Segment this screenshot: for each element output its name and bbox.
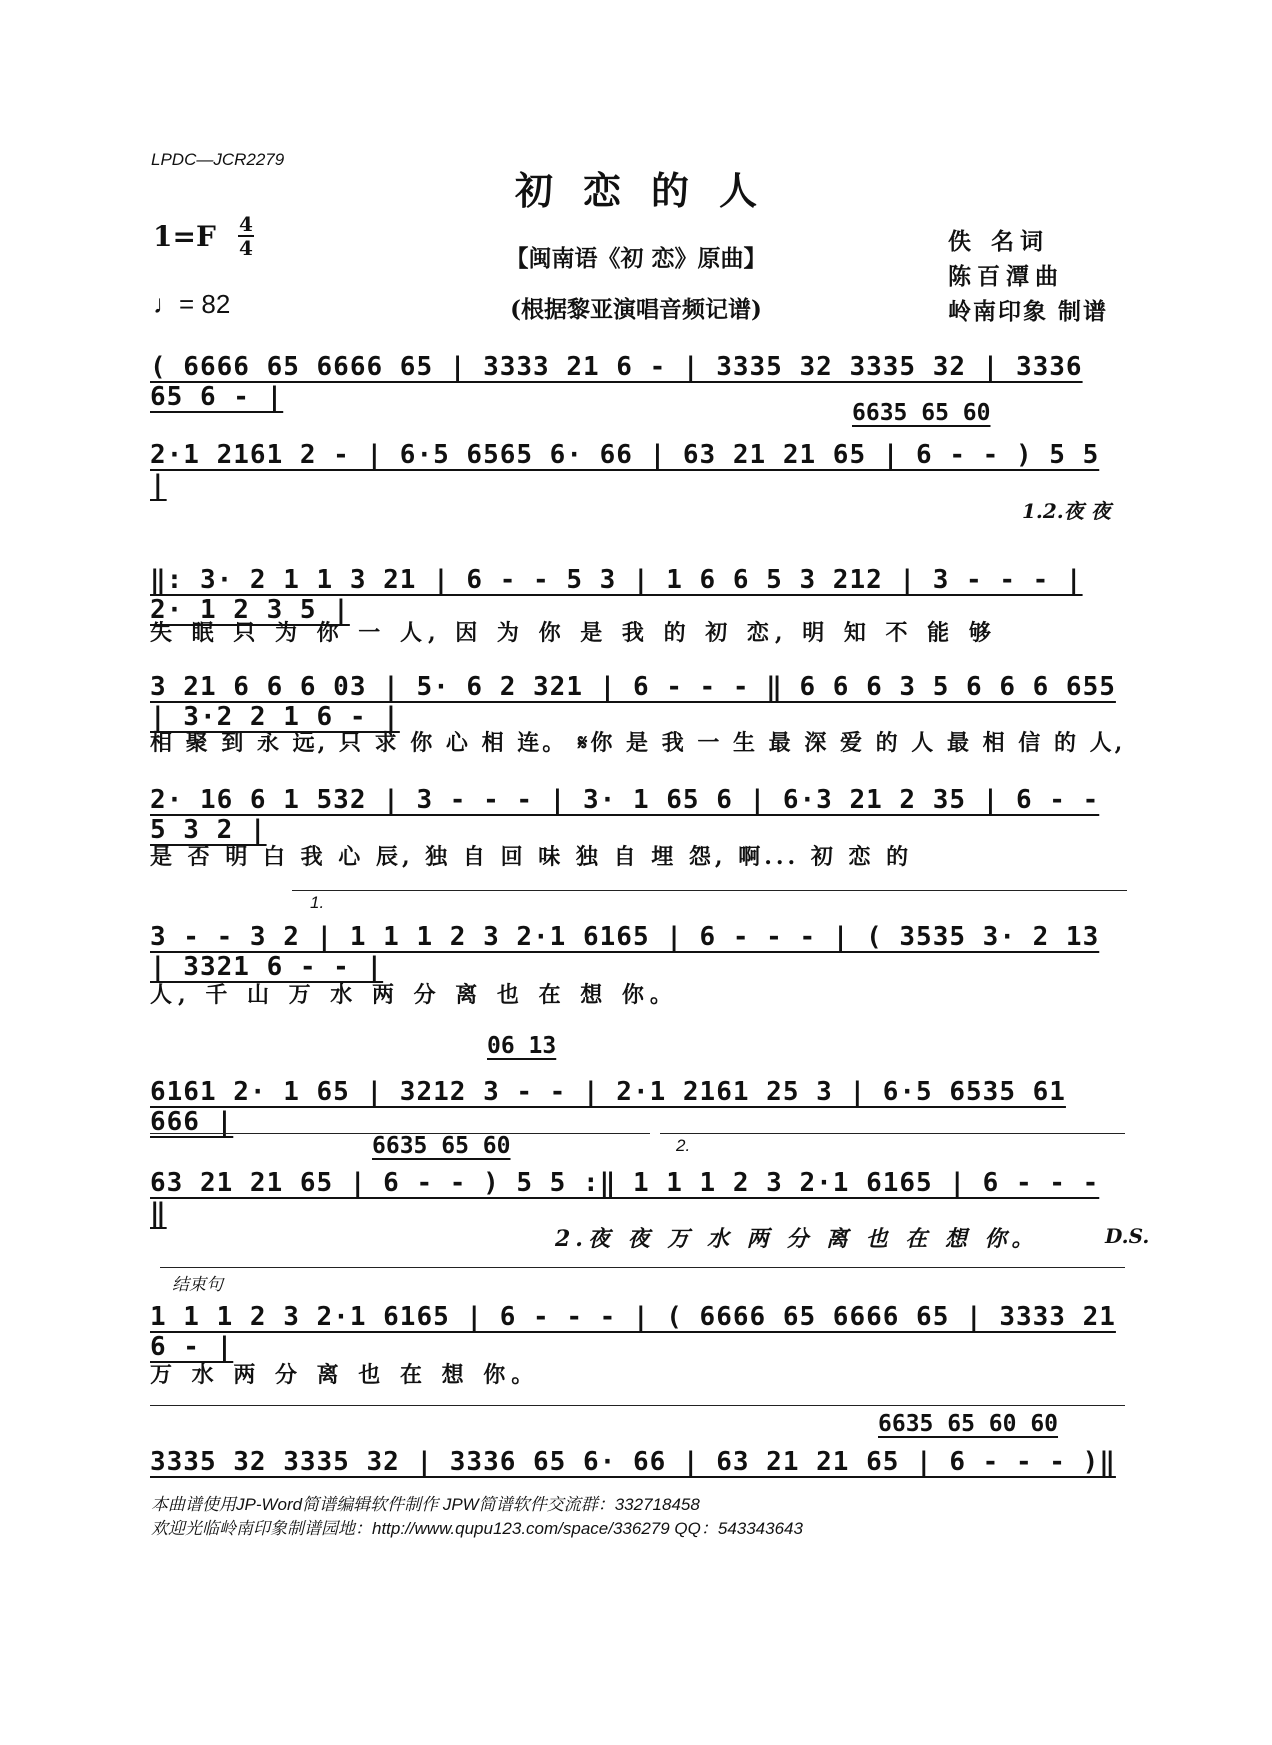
source-note: (根据黎亚演唱音频记谱) xyxy=(510,296,762,323)
score-row-9 xyxy=(150,1302,1130,1362)
meter-top: 4 xyxy=(239,212,253,236)
volta-bracket-2 xyxy=(660,1133,1125,1134)
score-row-8 xyxy=(150,1168,1130,1228)
ending-label: 结束句 xyxy=(172,1275,223,1294)
notation: 1 1 1 2 3 2·1 6165 | 6 - - - | ( 6666 65 6666 65 | 3333 21 6 - | xyxy=(150,1302,1116,1362)
lyric-line-5: 是 否 明 白 我 心 辰, 独 自 回 味 独 自 埋 怨, 啊... 初 恋 的 xyxy=(150,844,913,870)
meter-bottom: 4 xyxy=(239,236,253,260)
system-line xyxy=(150,1405,1125,1406)
upper-voice-notation: 6635 65 60 60 xyxy=(878,1411,1059,1437)
arranger-credit: 岭南印象 制谱 xyxy=(948,298,1109,325)
volta-bracket-1 xyxy=(292,890,1127,891)
lyric-line-3: 失 眠 只 为 你 一 人, 因 为 你 是 我 的 初 恋, 明 知 不 能 够 xyxy=(150,620,997,646)
score-row-2 xyxy=(150,440,1130,500)
score-row-5 xyxy=(150,785,1130,845)
ending-bracket xyxy=(160,1267,1125,1268)
notation: 3335 32 3335 32 | 3336 65 6· 66 | 63 21 21 65 | 6 - - - )‖ xyxy=(150,1447,1116,1477)
lyric-line-6: 人, 千 山 万 水 两 分 离 也 在 想 你。 xyxy=(150,982,678,1008)
notation: 3 - - 3 2 | 1 1 1 2 3 2·1 6165 | 6 - - - | ( 3535 3· 2 13 | 3321 6 - - | xyxy=(150,922,1100,982)
upper-voice-notation: 6635 65 60 xyxy=(852,400,991,426)
notation: 2· 16 6 1 532 | 3 - - - | 3· 1 65 6 | 6·3 21 2 35 | 6 - - 5 3 2 | xyxy=(150,785,1100,845)
upper-voice-notation: 06 13 xyxy=(487,1033,557,1059)
tempo-marking: ♩= 82 xyxy=(153,289,231,319)
notation: 63 21 21 65 | 6 - - ) 5 5 :‖ 1 1 1 2 3 2·1 6165 | 6 - - - ‖ xyxy=(150,1168,1100,1228)
lyric-line-8: 2.夜 夜 万 水 两 分 离 也 在 想 你。 xyxy=(555,1226,1039,1252)
upper-voice-notation: 6635 65 60 xyxy=(372,1133,511,1159)
score-code: LPDC—JCR2279 xyxy=(151,150,285,169)
notation: 3 21 6 6 6 03 | 5· 6 2 321 | 6 - - - ‖ 6 6 6 3 5 6 6 6 655 | 3·2 2 1 6 - | xyxy=(150,672,1116,732)
subtitle: 【闽南语《初 恋》原曲】 xyxy=(505,245,767,272)
score-row-10 xyxy=(150,1447,1130,1477)
lyric-line-4: 相 聚 到 永 远, 只 求 你 心 相 连。 𝄋你 是 我 一 生 最 深 爱 的 人 最 相 信 的 人, xyxy=(150,730,1126,756)
notation: ‖: 3· 2 1 1 3 21 | 6 - - 5 3 | 1 6 6 5 3 212 | 3 - - - | 2· 1 2 3 5 | xyxy=(150,565,1083,625)
volta-label-2: 2. xyxy=(676,1136,691,1155)
footer-software-note: 本曲谱使用JP-Word简谱编辑软件制作 JPW简谱软件交流群：332718458 xyxy=(151,1495,700,1514)
lyric-line-9: 万 水 两 分 离 也 在 想 你。 xyxy=(150,1362,540,1388)
notation: ( 6666 65 6666 65 | 3333 21 6 - | 3335 32 3335 32 | 3336 65 6 - | xyxy=(150,352,1083,412)
volta-label-1: 1. xyxy=(310,893,325,912)
score-row-4 xyxy=(150,672,1130,732)
notation: 2·1 2161 2 - | 6·5 6565 6· 66 | 63 21 21 65 | 6 - - ) 5 5 | xyxy=(150,440,1100,500)
dal-segno-mark: D.S. xyxy=(1105,1224,1150,1248)
key-signature: 1=F xyxy=(153,220,216,253)
composer-credit: 陈百潭曲 xyxy=(948,263,1064,290)
lyricist-credit: 佚 名词 xyxy=(948,228,1050,255)
footer-website-note: 欢迎光临岭南印象制谱园地：http://www.qupu123.com/space/336279 QQ：543343643 xyxy=(151,1519,803,1538)
song-title: 初恋的人 xyxy=(514,168,787,213)
score-row-6 xyxy=(150,922,1130,982)
score-row-7 xyxy=(150,1077,1130,1137)
notation: 6161 2· 1 65 | 3212 3 - - | 2·1 2161 25 3 | 6·5 6535 61 666 | xyxy=(150,1077,1066,1137)
verse-marker: 1.2.夜 夜 xyxy=(1022,499,1111,523)
